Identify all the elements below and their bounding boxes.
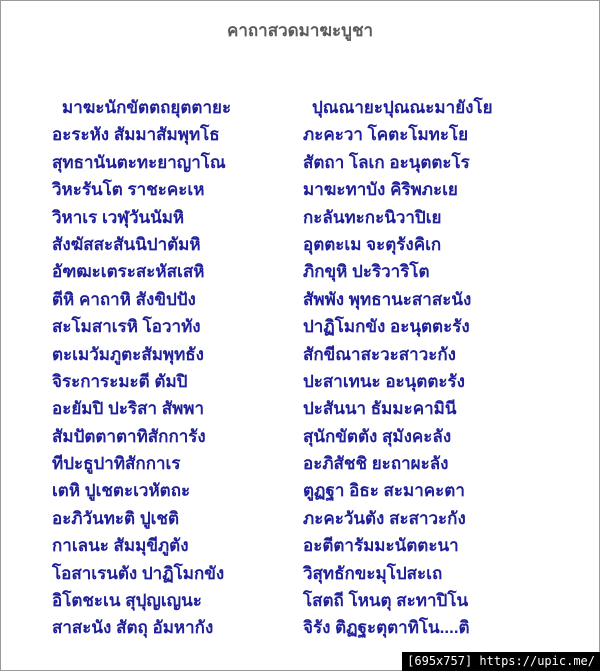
verse-line: อะยัมปิ ปะริสา สัพพา — [52, 399, 205, 419]
verse-line: ปาฏิโมกขัง อะนุตตะรัง — [303, 317, 470, 337]
verse-column-right — [303, 94, 493, 642]
verse-line: ปะสันนา ธัมมะคามินี — [303, 399, 457, 419]
verse-line: ภะคะวา โคตะโมทะโย — [303, 125, 469, 145]
verse-line: อิโตชะเน สุปุญเญนะ — [52, 591, 202, 611]
verse-line: กะลันทะกะนิวาปิเย — [303, 207, 442, 227]
verse-line: สัพพัง พุทธานะสาสะนัง — [303, 289, 472, 309]
verse-line: วิหาเร เวฬุวันนัมหิ — [52, 207, 185, 227]
verse-line: โสตถี โหนตุ สะทาปิโน — [303, 591, 469, 611]
verse-line: สักขีณาสะวะสาวะกัง — [303, 344, 456, 364]
verse-line: วิหะรันโต ราชะคะเห — [52, 180, 205, 200]
verse-line: อะตีตารัมมะนัตตะนา — [303, 536, 459, 556]
verse-line: ภะคะวันตัง สะสาวะกัง — [303, 508, 466, 528]
verse-line: อัฑฒะเตระสะหัสเสหิ — [52, 262, 205, 282]
verse-line: อุตตะเม จะตุรังคิเก — [303, 234, 442, 254]
verse-line: อะภิวันทะติ ปูเชติ — [52, 508, 179, 528]
verse-line: สาสะนัง สัตถุ อัมหากัง — [52, 618, 214, 638]
verse-line: สุทธานันตะทะยาญาโณ — [52, 152, 226, 172]
upic-watermark: [695x757] https://upic.me/ — [402, 652, 600, 671]
verse-line: จิรัง ติฏฐะตุตาทิโน....ติ — [303, 618, 470, 638]
verse-column-left — [52, 94, 231, 642]
verse-line: วิสุทธักขะมุโปสะเถ — [303, 563, 443, 583]
verse-line: โอสาเรนตัง ปาฏิโมกขัง — [52, 563, 225, 583]
verse-line: มาฆะนักขัตตถยุตตายะ — [62, 98, 232, 117]
verse-line: สัตถา โลเก อะนุตตะโร — [303, 152, 470, 172]
verse-line: ภิกขุหิ ปะริวาริโต — [303, 262, 430, 282]
verse-line: ตูฏฐา อิธะ สะมาคะตา — [303, 481, 465, 501]
verse-line: มาฆะทาบัง คิริพภะเย — [303, 180, 458, 200]
verse-line: กาเลนะ สัมมุขีภูตัง — [52, 536, 189, 556]
verse-line: สัมปัตตาตาทิสักการัง — [52, 426, 206, 446]
verse-line: ปุณณายะปุณณะมายังโย — [312, 98, 493, 117]
verse-line: สะโมสาเรหิ โอวาทัง — [52, 317, 201, 337]
verse-line: ทีปะธูปาทิสักกาเร — [52, 454, 181, 474]
verse-line: สังฆัสสะสันนิปาตัมหิ — [52, 234, 201, 254]
verse-line: จิระการะมะตี ตัมปิ — [52, 371, 188, 391]
verse-line: สุนักขัตตัง สุมังคะลัง — [303, 426, 452, 446]
verse-line: อะภิสัชชิ ยะถาผะลัง — [303, 454, 449, 474]
page-title: คาถาสวดมาฆะบูชา — [226, 21, 374, 40]
verse-line: ตะเมวัมภูตะสัมพุทธัง — [52, 344, 204, 364]
verse-line: ตีหิ คาถาหิ สังขิปปัง — [52, 289, 196, 309]
verse-line: เตหิ ปูเชตะเวหัตถะ — [52, 481, 191, 501]
verse-line: อะระหัง สัมมาสัมพุทโธ — [52, 125, 220, 145]
verse-line: ปะสาเทนะ อะนุตตะรัง — [303, 371, 465, 391]
